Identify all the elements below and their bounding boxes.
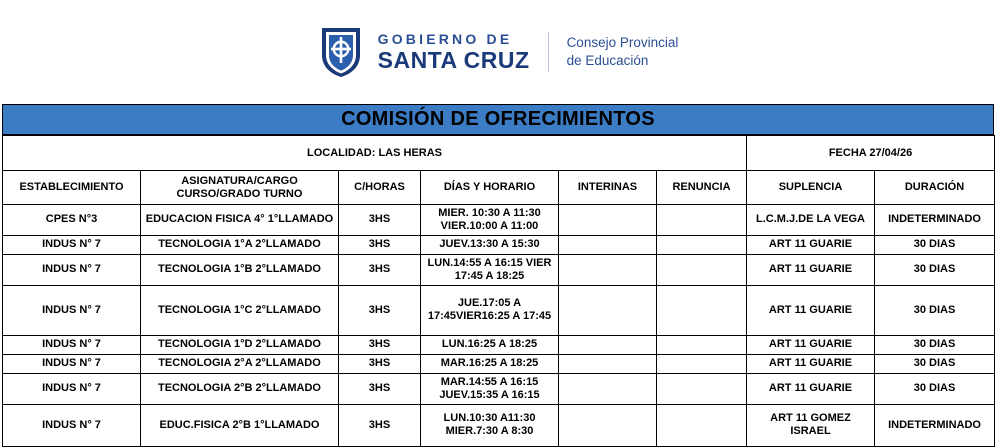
col-header-interinas: INTERINAS [559, 171, 657, 205]
santa-cruz-crest-icon [318, 25, 364, 79]
cell-duracion: 30 DIAS [875, 373, 995, 404]
offerings-table [2, 135, 995, 447]
cell-interinas [559, 335, 657, 354]
cell-suplencia: ART 11 GOMEZ ISRAEL [747, 404, 875, 446]
cell-establecimiento: INDUS N° 7 [3, 254, 141, 285]
table-body [3, 205, 995, 447]
cell-interinas [559, 235, 657, 254]
cell-renuncia [657, 373, 747, 404]
cell-duracion: INDETERMINADO [875, 404, 995, 446]
cell-renuncia [657, 254, 747, 285]
col-header-horas: C/HORAS [339, 171, 421, 205]
cell-dias: MAR.16:25 A 18:25 [421, 354, 559, 373]
cell-establecimiento: INDUS N° 7 [3, 354, 141, 373]
cell-horas: 3HS [339, 354, 421, 373]
cell-duracion: 30 DIAS [875, 254, 995, 285]
gobierno-line: GOBIERNO DE [377, 31, 513, 48]
table-row [3, 254, 995, 285]
letterhead-divider [548, 32, 549, 72]
cell-dias: LUN.16:25 A 18:25 [421, 335, 559, 354]
cell-dias: LUN.10:30 A11:30 MIER.7:30 A 8:30 [421, 404, 559, 446]
cell-establecimiento: INDUS N° 7 [3, 335, 141, 354]
cell-renuncia [657, 354, 747, 373]
cell-renuncia [657, 235, 747, 254]
santa-cruz-line: SANTA CRUZ [377, 46, 530, 73]
table-row [3, 335, 995, 354]
localidad-cell: LOCALIDAD: LAS HERAS [3, 136, 747, 171]
fecha-cell: FECHA 27/04/26 [747, 136, 995, 171]
cell-establecimiento: CPES N°3 [3, 205, 141, 236]
cell-asignatura: TECNOLOGIA 2°A 2°LLAMADO [141, 354, 339, 373]
cell-asignatura: EDUC.FISICA 2°B 1°LLAMADO [141, 404, 339, 446]
cell-horas: 3HS [339, 235, 421, 254]
cell-duracion: 30 DIAS [875, 285, 995, 335]
table-header-row [3, 171, 995, 205]
consejo-line-1: Consejo Provincial [566, 34, 679, 50]
consejo-wordmark [567, 34, 679, 70]
cell-horas: 3HS [339, 254, 421, 285]
cell-horas: 3HS [339, 373, 421, 404]
cell-dias: MAR.14:55 A 16:15 JUEV.15:35 A 16:15 [421, 373, 559, 404]
cell-interinas [559, 404, 657, 446]
cell-interinas [559, 285, 657, 335]
cell-asignatura: TECNOLOGIA 1°B 2°LLAMADO [141, 254, 339, 285]
cell-duracion: INDETERMINADO [875, 205, 995, 236]
table-row [3, 404, 995, 446]
document-title-bar [2, 104, 994, 135]
table-row [3, 205, 995, 236]
letterhead [0, 0, 996, 104]
table-row [3, 285, 995, 335]
cell-renuncia [657, 205, 747, 236]
cell-establecimiento: INDUS N° 7 [3, 373, 141, 404]
page-title: COMISIÓN DE OFRECIMIENTOS [341, 108, 655, 130]
cell-horas: 3HS [339, 285, 421, 335]
cell-suplencia: ART 11 GUARIE [747, 285, 875, 335]
col-header-duracion: DURACIÓN [875, 171, 995, 205]
cell-dias: JUE.17:05 A 17:45VIER16:25 A 17:45 [421, 285, 559, 335]
cell-asignatura: TECNOLOGIA 1°D 2°LLAMADO [141, 335, 339, 354]
table-row [3, 354, 995, 373]
col-header-establecimiento: ESTABLECIMIENTO [3, 171, 141, 205]
table-row [3, 235, 995, 254]
cell-suplencia: ART 11 GUARIE [747, 235, 875, 254]
cell-horas: 3HS [339, 404, 421, 446]
cell-suplencia: L.C.M.J.DE LA VEGA [747, 205, 875, 236]
cell-duracion: 30 DIAS [875, 335, 995, 354]
col-header-renuncia: RENUNCIA [657, 171, 747, 205]
cell-interinas [559, 205, 657, 236]
cell-establecimiento: INDUS N° 7 [3, 285, 141, 335]
cell-renuncia [657, 404, 747, 446]
cell-horas: 3HS [339, 205, 421, 236]
cell-interinas [559, 254, 657, 285]
cell-suplencia: ART 11 GUARIE [747, 354, 875, 373]
cell-asignatura: TECNOLOGIA 1°C 2°LLAMADO [141, 285, 339, 335]
cell-suplencia: ART 11 GUARIE [747, 335, 875, 354]
cell-interinas [559, 373, 657, 404]
cell-duracion: 30 DIAS [875, 235, 995, 254]
cell-suplencia: ART 11 GUARIE [747, 254, 875, 285]
col-header-asignatura: ASIGNATURA/CARGO CURSO/GRADO TURNO [141, 171, 339, 205]
cell-asignatura: TECNOLOGIA 2°B 2°LLAMADO [141, 373, 339, 404]
table-row [3, 373, 995, 404]
cell-renuncia [657, 285, 747, 335]
col-header-suplencia: SUPLENCIA [747, 171, 875, 205]
cell-asignatura: EDUCACION FISICA 4° 1°LLAMADO [141, 205, 339, 236]
cell-horas: 3HS [339, 335, 421, 354]
government-wordmark [378, 32, 530, 72]
locality-date-row [3, 136, 995, 171]
consejo-line-2: de Educación [566, 53, 649, 68]
cell-establecimiento: INDUS N° 7 [3, 404, 141, 446]
cell-dias: JUEV.13:30 A 15:30 [421, 235, 559, 254]
cell-asignatura: TECNOLOGIA 1°A 2°LLAMADO [141, 235, 339, 254]
cell-suplencia: ART 11 GUARIE [747, 373, 875, 404]
cell-dias: LUN.14:55 A 16:15 VIER 17:45 A 18:25 [421, 254, 559, 285]
cell-establecimiento: INDUS N° 7 [3, 235, 141, 254]
col-header-dias-horario: DÍAS Y HORARIO [421, 171, 559, 205]
cell-duracion: 30 DIAS [875, 354, 995, 373]
cell-interinas [559, 354, 657, 373]
cell-dias: MIER. 10:30 A 11:30 VIER.10:00 A 11:00 [421, 205, 559, 236]
cell-renuncia [657, 335, 747, 354]
